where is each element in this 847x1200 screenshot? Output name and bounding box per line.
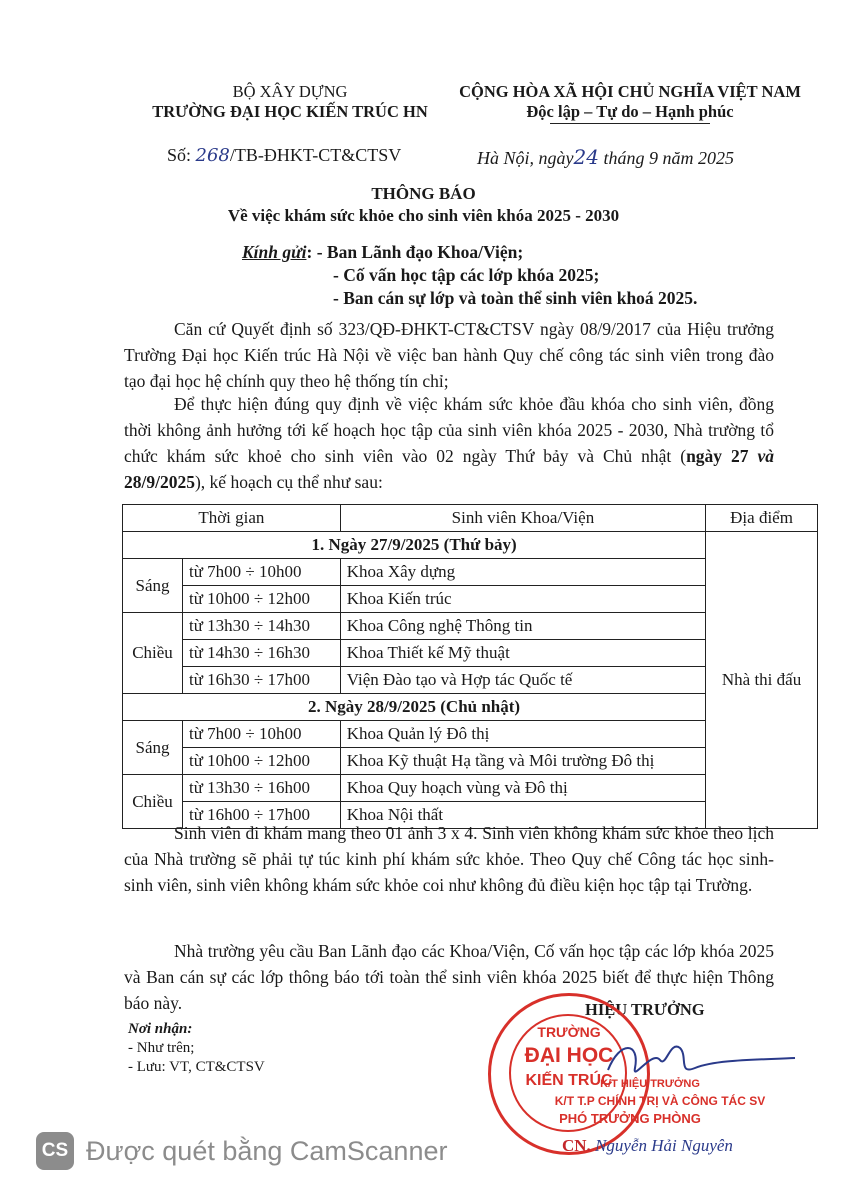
- paragraph-request: Nhà trường yêu cầu Ban Lãnh đạo các Khoa/Viện, Cố vấn học tập các lớp khóa 2025 và Ban cán sự các lớp thông báo tới toàn thể sinh viên khóa 2025 biết để thực hiện Thông báo này.: [124, 941, 774, 1013]
- recipients-colon: :: [306, 242, 313, 262]
- number-prefix: Số:: [167, 145, 192, 165]
- document-date: [477, 145, 734, 169]
- time-cell: từ 16h30 ÷ 17h00: [182, 667, 340, 694]
- day2-title: 2. Ngày 28/9/2025 (Chủ nhật): [123, 694, 706, 721]
- day-row: [123, 532, 818, 559]
- delegation-line: K/T T.P CHÍNH TRỊ VÀ CÔNG TÁC SV: [554, 1094, 766, 1108]
- time-cell: từ 10h00 ÷ 12h00: [182, 586, 340, 613]
- purpose-and: và: [757, 446, 775, 466]
- unit-cell: Khoa Công nghệ Thông tin: [340, 613, 705, 640]
- national-header: [455, 82, 805, 124]
- recipient-line: - Ban Lãnh đạo Khoa/Viện;: [316, 242, 524, 262]
- signer-title: HIỆU TRƯỞNG: [585, 1000, 705, 1019]
- signer-name-handwritten: Nguyễn Hải Nguyên: [595, 1136, 733, 1155]
- time-cell: từ 7h00 ÷ 10h00: [182, 721, 340, 748]
- paragraph-requirements: Sinh viên đi khám mang theo 01 ảnh 3 x 4. Sinh viên không khám sức khỏe theo lịch của Nhà trường sẽ phải tự túc kinh phí khám sức khỏe. Theo Quy chế Công tác học sinh-sinh viên, sinh viên không khám sức khỏe coi như không đủ điều kiện học tập tại Trường.: [124, 823, 774, 895]
- purpose-tail: ), kế hoạch cụ thể như sau:: [194, 472, 383, 492]
- schedule-table: [122, 504, 818, 829]
- notice-subject: Về việc khám sức khỏe cho sinh viên khóa 2025 - 2030: [227, 206, 620, 225]
- recipient-line: - Ban cán sự lớp và toàn thể sinh viên khoá 2025.: [333, 288, 698, 308]
- location-cell: Nhà thi đấu: [706, 532, 818, 829]
- notice-title: THÔNG BÁO: [371, 184, 476, 203]
- time-cell: từ 10h00 ÷ 12h00: [182, 748, 340, 775]
- purpose-date-2: 28/9/2025: [124, 472, 195, 492]
- table-header-row: [123, 505, 818, 532]
- recipient-line: - Cố vấn học tập các lớp khóa 2025;: [333, 265, 600, 285]
- unit-cell: Khoa Thiết kế Mỹ thuật: [340, 640, 705, 667]
- paragraph-purpose: [124, 391, 774, 495]
- time-cell: từ 13h30 ÷ 14h30: [182, 613, 340, 640]
- purpose-text: Để thực hiện đúng quy định về việc khám sức khỏe đầu khóa cho sinh viên, đồng thời không ảnh hưởng tới kế hoạch học tập của sinh viên khóa 2025 - 2030, Nhà trường tổ chức khám sức khoẻ cho sinh viên vào 02 ngày Thứ bảy và Chủ nhật (: [124, 394, 774, 466]
- session-morning: Sáng: [123, 559, 183, 613]
- session-morning: Sáng: [123, 721, 183, 775]
- unit-cell: Khoa Kỹ thuật Hạ tầng và Môi trường Đô thị: [340, 748, 705, 775]
- unit-cell: Viện Đào tạo và Hợp tác Quốc tế: [340, 667, 705, 694]
- distribution-item: - Như trên;: [128, 1040, 195, 1056]
- time-cell: từ 14h30 ÷ 16h30: [182, 640, 340, 667]
- signer-name: [562, 1136, 733, 1156]
- signature-stroke: [608, 1047, 795, 1072]
- header-time: Thời gian: [123, 505, 341, 532]
- header-unit: Sinh viên Khoa/Viện: [340, 505, 705, 532]
- stamp-line: ĐẠI HỌC: [524, 1044, 614, 1067]
- recipients-block: [242, 241, 697, 310]
- signer-prefix: CN.: [562, 1136, 591, 1155]
- camscanner-logo: CS: [36, 1132, 74, 1170]
- camscanner-text: Được quét bằng CamScanner: [86, 1136, 448, 1166]
- day1-title: 1. Ngày 27/9/2025 (Thứ bảy): [123, 532, 706, 559]
- distribution-label: Nơi nhận:: [128, 1021, 193, 1037]
- session-afternoon: Chiều: [123, 613, 183, 694]
- unit-cell: Khoa Quy hoạch vùng và Đô thị: [340, 775, 705, 802]
- delegation-line: K/T HIỆU TRƯỞNG: [600, 1078, 700, 1090]
- time-cell: từ 16h00 ÷ 17h00: [182, 802, 340, 829]
- stamp-line: TRƯỜNG: [537, 1024, 601, 1040]
- number-suffix: /TB-ĐHKT-CT&CTSV: [229, 145, 402, 165]
- paragraph-legal-basis: Căn cứ Quyết định số 323/QĐ-ĐHKT-CT&CTSV ngày 08/9/2017 của Hiệu trưởng Trường Đại học Kiến trúc Hà Nội về việc ban hành Quy chế công tác sinh viên trong đào tạo đại học hệ chính quy theo hệ thống tín chỉ;: [124, 319, 774, 391]
- document-number: [167, 145, 401, 166]
- issuer-block: [140, 82, 440, 122]
- unit-cell: Khoa Nội thất: [340, 802, 705, 829]
- delegation-line: PHÓ TRƯỞNG PHÒNG: [559, 1111, 701, 1126]
- date-prefix: Hà Nội, ngày: [477, 148, 574, 168]
- session-afternoon: Chiều: [123, 775, 183, 829]
- unit-cell: Khoa Quản lý Đô thị: [340, 721, 705, 748]
- number-handwritten: 268: [195, 145, 230, 166]
- unit-cell: Khoa Xây dựng: [340, 559, 705, 586]
- date-day-handwritten: 24: [573, 145, 599, 169]
- ministry-name: BỘ XÂY DỰNG: [232, 82, 348, 101]
- motto-underline: [550, 123, 710, 124]
- header-location: Địa điểm: [706, 505, 818, 532]
- date-suffix: tháng 9 năm 2025: [603, 148, 734, 168]
- time-cell: từ 7h00 ÷ 10h00: [182, 559, 340, 586]
- distribution-list: [128, 1020, 265, 1077]
- distribution-item: - Lưu: VT, CT&CTSV: [128, 1059, 265, 1075]
- purpose-date-1: ngày 27: [686, 446, 758, 466]
- time-cell: từ 13h30 ÷ 16h00: [182, 775, 340, 802]
- stamp-line: KIẾN TRÚC: [525, 1072, 613, 1089]
- university-name: TRƯỜNG ĐẠI HỌC KIẾN TRÚC HN: [152, 102, 428, 121]
- national-motto: Độc lập – Tự do – Hạnh phúc: [526, 102, 734, 121]
- unit-cell: Khoa Kiến trúc: [340, 586, 705, 613]
- recipients-label: Kính gửi: [242, 242, 307, 262]
- country-name: CỘNG HÒA XÃ HỘI CHỦ NGHĨA VIỆT NAM: [459, 82, 801, 101]
